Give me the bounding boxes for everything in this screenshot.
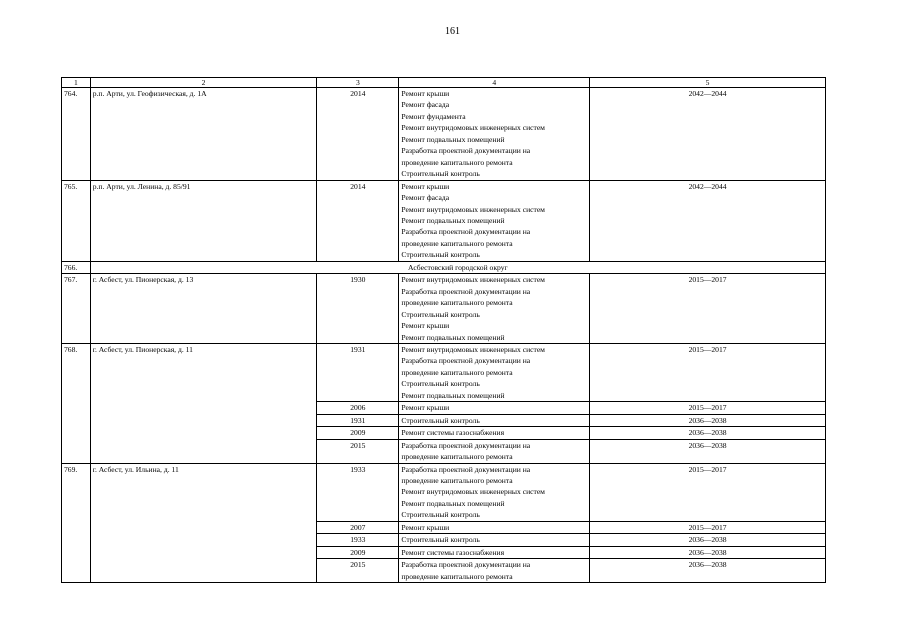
repair-period: 2036—2038 [590,534,826,546]
work-item: Ремонт внутридомовых инженерных систем [401,344,545,354]
year-cell: 1930 [317,274,399,344]
repair-period: 2042—2044 [590,88,826,181]
table-row [62,274,826,344]
building-address: г. Асбест, ул. Пионерская, д. 11 [90,343,317,463]
page-number: 161 [445,26,460,37]
works-list [399,427,590,439]
repair-period: 2042—2044 [590,180,826,261]
work-item: Строительный контроль [401,309,480,319]
works-list [399,546,590,558]
table-row [62,88,826,181]
district-row [62,261,826,273]
repair-period: 2015—2017 [590,343,826,401]
work-item: Ремонт системы газоснабжения [401,547,505,557]
row-number: 768. [62,343,91,463]
work-item: проведение капитального ремонта [401,475,513,485]
work-item: проведение капитального ремонта [401,571,513,581]
building-address: г. Асбест, ул. Пионерская, д. 13 [90,274,317,344]
table-row [62,180,826,261]
table-row [62,463,826,521]
year-cell: 1933 [317,463,399,521]
year-cell: 2014 [317,180,399,261]
works-list [399,521,590,533]
repair-period: 2015—2017 [590,402,826,414]
repair-period: 2036—2038 [590,546,826,558]
work-item: Строительный контроль [401,250,480,260]
works-list [399,88,590,181]
year-cell: 2015 [317,439,399,463]
work-item: Строительный контроль [401,415,480,425]
work-item: Ремонт крыши [401,403,450,413]
year-cell: 2014 [317,88,399,181]
column-number-row [62,78,826,88]
works-list [399,402,590,414]
work-item: Разработка проектной документации на [401,464,531,474]
work-item: Разработка проектной документации на [401,440,531,450]
column-number: 3 [317,78,399,88]
building-address: г. Асбест, ул. Ильина, д. 11 [90,463,317,583]
work-item: проведение капитального ремонта [401,238,513,248]
work-item: Разработка проектной документации на [401,146,531,156]
repair-period: 2015—2017 [590,274,826,344]
column-number: 5 [590,78,826,88]
building-address: р.п. Арти, ул. Ленина, д. 85/91 [90,180,317,261]
work-item: проведение капитального ремонта [401,452,513,462]
work-item: Ремонт фундамента [401,111,466,121]
repair-period: 2036—2038 [590,427,826,439]
row-number: 766. [62,261,91,273]
work-item: Ремонт подвальных помещений [401,134,505,144]
repair-period: 2036—2038 [590,439,826,463]
work-item: Ремонт внутридомовых инженерных систем [401,275,545,285]
repair-period: 2015—2017 [590,521,826,533]
works-list [399,559,590,583]
work-item: Ремонт системы газоснабжения [401,428,505,438]
work-item: Разработка проектной документации на [401,560,531,570]
column-number: 4 [399,78,590,88]
works-list [399,414,590,426]
works-list [399,463,590,521]
work-item: Ремонт крыши [401,181,450,191]
work-item: Ремонт подвальных помещений [401,332,505,342]
work-item: Ремонт крыши [401,522,450,532]
works-list [399,274,590,344]
row-number: 764. [62,88,91,181]
row-number: 767. [62,274,91,344]
works-list [399,534,590,546]
work-item: Строительный контроль [401,510,480,520]
work-item: Разработка проектной документации на [401,356,531,366]
work-item: Строительный контроль [401,535,480,545]
year-cell: 2015 [317,559,399,583]
building-address: р.п. Арти, ул. Геофизическая, д. 1А [90,88,317,181]
year-cell: 1933 [317,534,399,546]
work-item: Ремонт внутридомовых инженерных систем [401,487,545,497]
work-item: Ремонт внутридомовых инженерных систем [401,204,545,214]
year-cell: 1931 [317,414,399,426]
column-number: 2 [90,78,317,88]
work-item: Ремонт внутридомовых инженерных систем [401,123,545,133]
row-number: 765. [62,180,91,261]
year-cell: 2006 [317,402,399,414]
year-cell: 2009 [317,427,399,439]
work-item: Ремонт фасада [401,193,450,203]
table-body [62,78,826,583]
work-item: Разработка проектной документации на [401,286,531,296]
works-list [399,180,590,261]
work-item: проведение капитального ремонта [401,367,513,377]
work-item: Ремонт фасада [401,100,450,110]
district-name: Асбестовский городской округ [90,261,825,273]
work-item: Строительный контроль [401,379,480,389]
work-item: Строительный контроль [401,169,480,179]
work-item: проведение капитального ремонта [401,298,513,308]
year-cell: 1931 [317,343,399,401]
row-number: 769. [62,463,91,583]
year-cell: 2009 [317,546,399,558]
work-item: Ремонт крыши [401,89,450,98]
repair-schedule-table [61,77,826,583]
work-item: Разработка проектной документации на [401,227,531,237]
work-item: Ремонт подвальных помещений [401,498,505,508]
works-list [399,439,590,463]
works-list [399,343,590,401]
table-row [62,343,826,401]
repair-period: 2036—2038 [590,414,826,426]
work-item: проведение капитального ремонта [401,157,513,167]
work-item: Ремонт крыши [401,321,450,331]
work-item: Ремонт подвальных помещений [401,215,505,225]
column-number: 1 [62,78,91,88]
repair-period: 2036—2038 [590,559,826,583]
work-item: Ремонт подвальных помещений [401,390,505,400]
year-cell: 2007 [317,521,399,533]
repair-period: 2015—2017 [590,463,826,521]
